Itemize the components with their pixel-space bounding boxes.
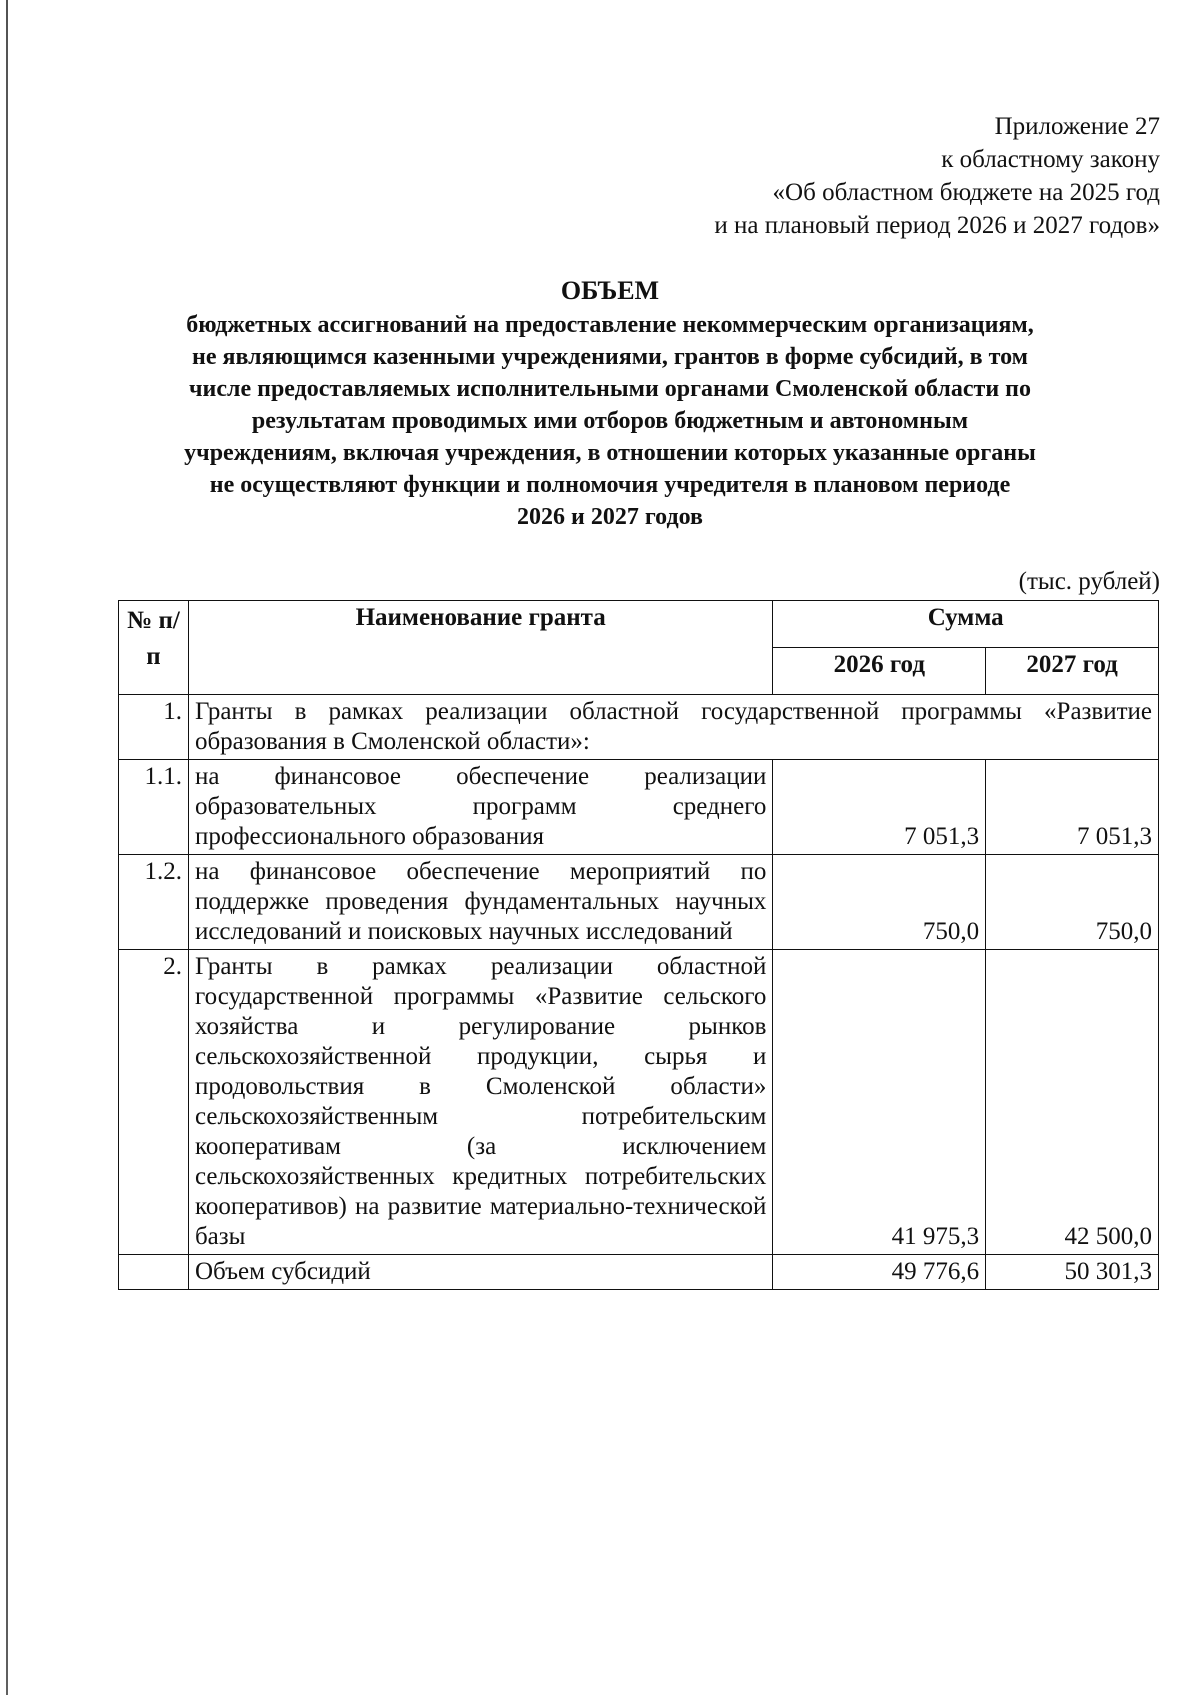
table-total-row [119, 1255, 1159, 1290]
row-num: 1. [119, 695, 189, 760]
appendix-line-2: к областному закону [941, 146, 1160, 173]
appendix-note [714, 110, 1160, 242]
row-num: 1.1. [119, 760, 189, 855]
heading-line: не осуществляют функции и полномочия учредителя в плановом периоде [209, 472, 1011, 498]
row-value-2026: 41 975,3 [773, 950, 986, 1255]
header-year-2027: 2027 год [986, 648, 1159, 695]
heading-line: числе предоставляемых исполнительными органами Смоленской области по [188, 376, 1031, 402]
total-label: Объем субсидий [188, 1255, 772, 1290]
total-value-2026: 49 776,6 [773, 1255, 986, 1290]
table-row [119, 855, 1159, 950]
appendix-line-4: и на плановый период 2026 и 2027 годов» [714, 212, 1160, 239]
units-label: (тыс. рублей) [1018, 568, 1160, 595]
heading-line: результатам проводимых ими отборов бюджетным и автономным [251, 408, 969, 434]
heading-line: учреждениям, включая учреждения, в отношении которых указанные органы [184, 440, 1036, 466]
row-value-2026: 7 051,3 [773, 760, 986, 855]
row-num: 1.2. [119, 855, 189, 950]
header-year-2026: 2026 год [773, 648, 986, 695]
row-value-2027: 7 051,3 [986, 760, 1159, 855]
heading-line: не являющимся казенными учреждениями, грантов в форме субсидий, в том [192, 344, 1028, 370]
header-name: Наименование гранта [188, 601, 772, 695]
appendix-line-3: «Об областном бюджете на 2025 год [772, 179, 1160, 206]
table-row [119, 695, 1159, 760]
row-name: на финансовое обеспечение реализации образовательных программ среднего профессионального образования [188, 760, 772, 855]
table-row [119, 760, 1159, 855]
table-header-row [119, 601, 1159, 648]
document-heading [110, 275, 1110, 533]
grants-table [118, 600, 1159, 1290]
row-value-2027: 42 500,0 [986, 950, 1159, 1255]
header-sum: Сумма [773, 601, 1159, 648]
row-name: на финансовое обеспечение мероприятий по поддержке проведения фундаментальных научных исследований и поисковых научных исследований [188, 855, 772, 950]
row-value-2027: 750,0 [986, 855, 1159, 950]
header-num: № п/п [119, 601, 189, 695]
total-value-2027: 50 301,3 [986, 1255, 1159, 1290]
row-value-2026: 750,0 [773, 855, 986, 950]
total-num-empty [119, 1255, 189, 1290]
row-name: Гранты в рамках реализации областной государственной программы «Развитие сельского хозяйства и регулирование рынков сельскохозяйственной продукции, сырья и продовольствия в Смоленской области» сельскохозяйственным потребительским кооперативам (за исключением сельскохозяйственных кредитных потребительских кооперативов) на развитие материально-технической базы [188, 950, 772, 1255]
appendix-line-1: Приложение 27 [994, 113, 1160, 140]
heading-line: 2026 и 2027 годов [517, 504, 703, 530]
document-title: ОБЪЕМ [560, 276, 660, 305]
table-row [119, 950, 1159, 1255]
scan-edge-line [6, 0, 8, 1695]
row-num: 2. [119, 950, 189, 1255]
row-name: Гранты в рамках реализации областной государственной программы «Развитие образования в Смоленской области»: [188, 695, 1158, 760]
heading-line: бюджетных ассигнований на предоставление некоммерческим организациям, [186, 312, 1034, 338]
